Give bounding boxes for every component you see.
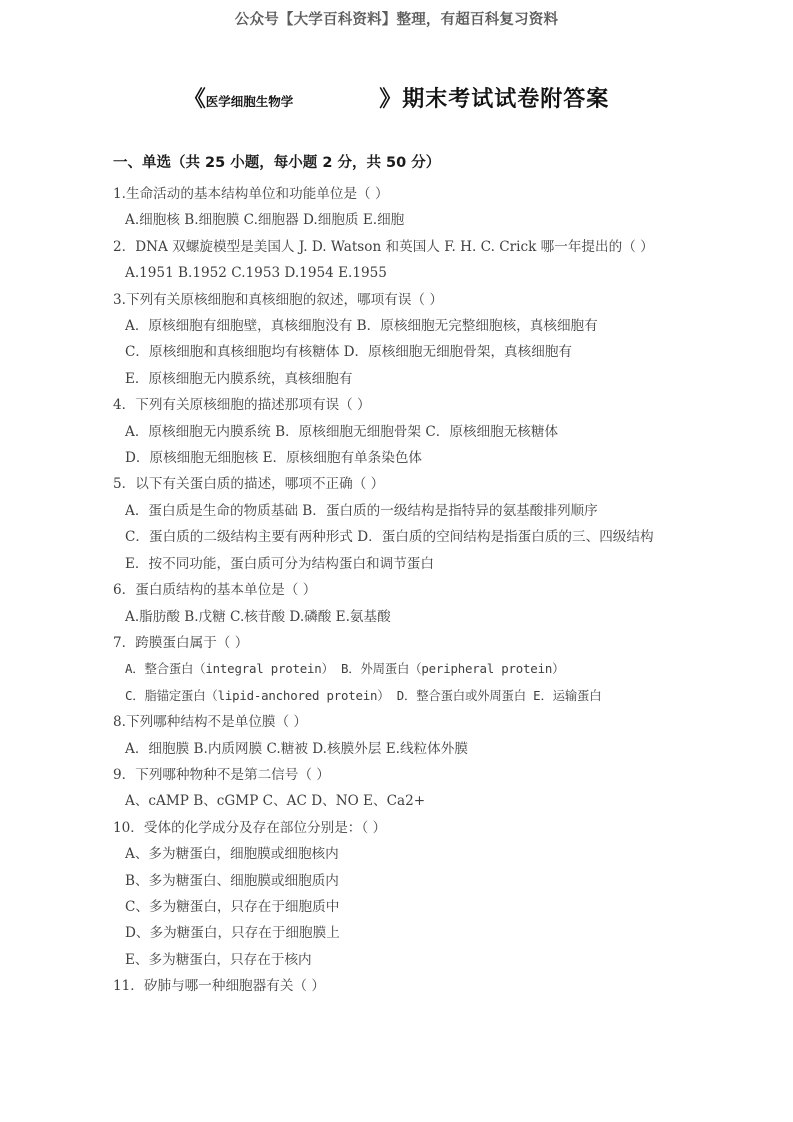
question-stem: 8.下列哪种结构不是单位膜（ ） [113,714,308,731]
question-option: A．蛋白质是生命的物质基础 B．蛋白质的一级结构是指特异的氨基酸排列顺序 [125,502,598,519]
question-option: C．蛋白质的二级结构主要有两种形式 D．蛋白质的空间结构是指蛋白质的三、四级结构 [125,529,654,546]
question-stem: 1.生命活动的基本结构单位和功能单位是（ ） [113,186,389,202]
question-stem: 5．以下有关蛋白质的描述，哪项不正确（ ） [113,476,385,493]
question-option: E．按不同功能，蛋白质可分为结构蛋白和调节蛋白 [125,555,434,572]
question-option: A．整合蛋白（integral protein） B．外周蛋白（peripheral protein） [125,661,565,677]
question-stem: 10．受体的化学成分及存在部位分别是：（ ） [113,819,387,836]
question-stem: 11．矽肺与哪一种细胞器有关（ ） [113,978,325,995]
section-heading: 一、单选（共 25 小题，每小题 2 分，共 50 分） [113,155,441,171]
watermark-text: 公众号【大学百科资料】整理，有超百科复习资料 [234,11,559,28]
question-option: D．原核细胞无细胞核 E．原核细胞有单条染色体 [125,450,423,467]
question-stem: 4．下列有关原核细胞的描述那项有误（ ） [113,397,371,414]
question-option: A．原核细胞有细胞壁，真核细胞没有 B．原核细胞无完整细胞核，真核细胞有 [125,318,598,335]
question-option: D、多为糖蛋白，只存在于细胞膜上 [125,925,340,942]
question-stem: 3.下列有关原核细胞和真核细胞的叙述，哪项有误（ ） [113,291,443,308]
question-stem: 7．跨膜蛋白属于（ ） [113,634,249,651]
question-option: A．细胞膜 B.内质网膜 C.糖被 D.核膜外层 E.线粒体外膜 [125,740,468,757]
question-option: B、多为糖蛋白、细胞膜或细胞质内 [125,872,339,889]
question-option: A.细胞核 B.细胞膜 C.细胞器 D.细胞质 E.细胞 [125,212,405,229]
question-stem: 2．DNA 双螺旋模型是美国人 J. D. Watson 和英国人 F. H. C. Crick 哪一年提出的（ ） [113,238,654,255]
question-option: E、多为糖蛋白，只存在于核内 [125,951,312,968]
question-option: A.脂肪酸 B.戊糖 C.核苷酸 D.磷酸 E.氨基酸 [125,608,391,625]
question-list [113,181,713,1000]
title-rest: 》期末考试试卷附答案 [379,86,610,112]
question-option: C．脂锚定蛋白（lipid-anchored protein） D．整合蛋白或外周蛋白 E．运输蛋白 [125,687,602,703]
question-stem: 9．下列哪种物种不是第二信号（ ） [113,766,330,783]
question-option: A．原核细胞无内膜系统 B．原核细胞无细胞骨架 C．原核细胞无核糖体 [125,423,559,440]
title-open-bracket: 《 [183,86,206,112]
page-title [0,82,793,113]
question-option: A、多为糖蛋白，细胞膜或细胞核内 [125,846,339,863]
question-option: A.1951 B.1952 C.1953 D.1954 E.1955 [125,265,387,282]
question-option: E．原核细胞无内膜系统，真核细胞有 [125,370,353,387]
title-subject: 医学细胞生物学 [205,94,294,109]
question-stem: 6．蛋白质结构的基本单位是（ ） [113,582,317,599]
question-option: C．原核细胞和真核细胞均有核糖体 D．原核细胞无细胞骨架，真核细胞有 [125,344,573,361]
exam-body [113,150,713,1000]
question-option: A、cAMP B、cGMP C、AC D、NO E、Ca2+ [125,793,426,810]
question-option: C、多为糖蛋白，只存在于细胞质中 [125,898,340,915]
